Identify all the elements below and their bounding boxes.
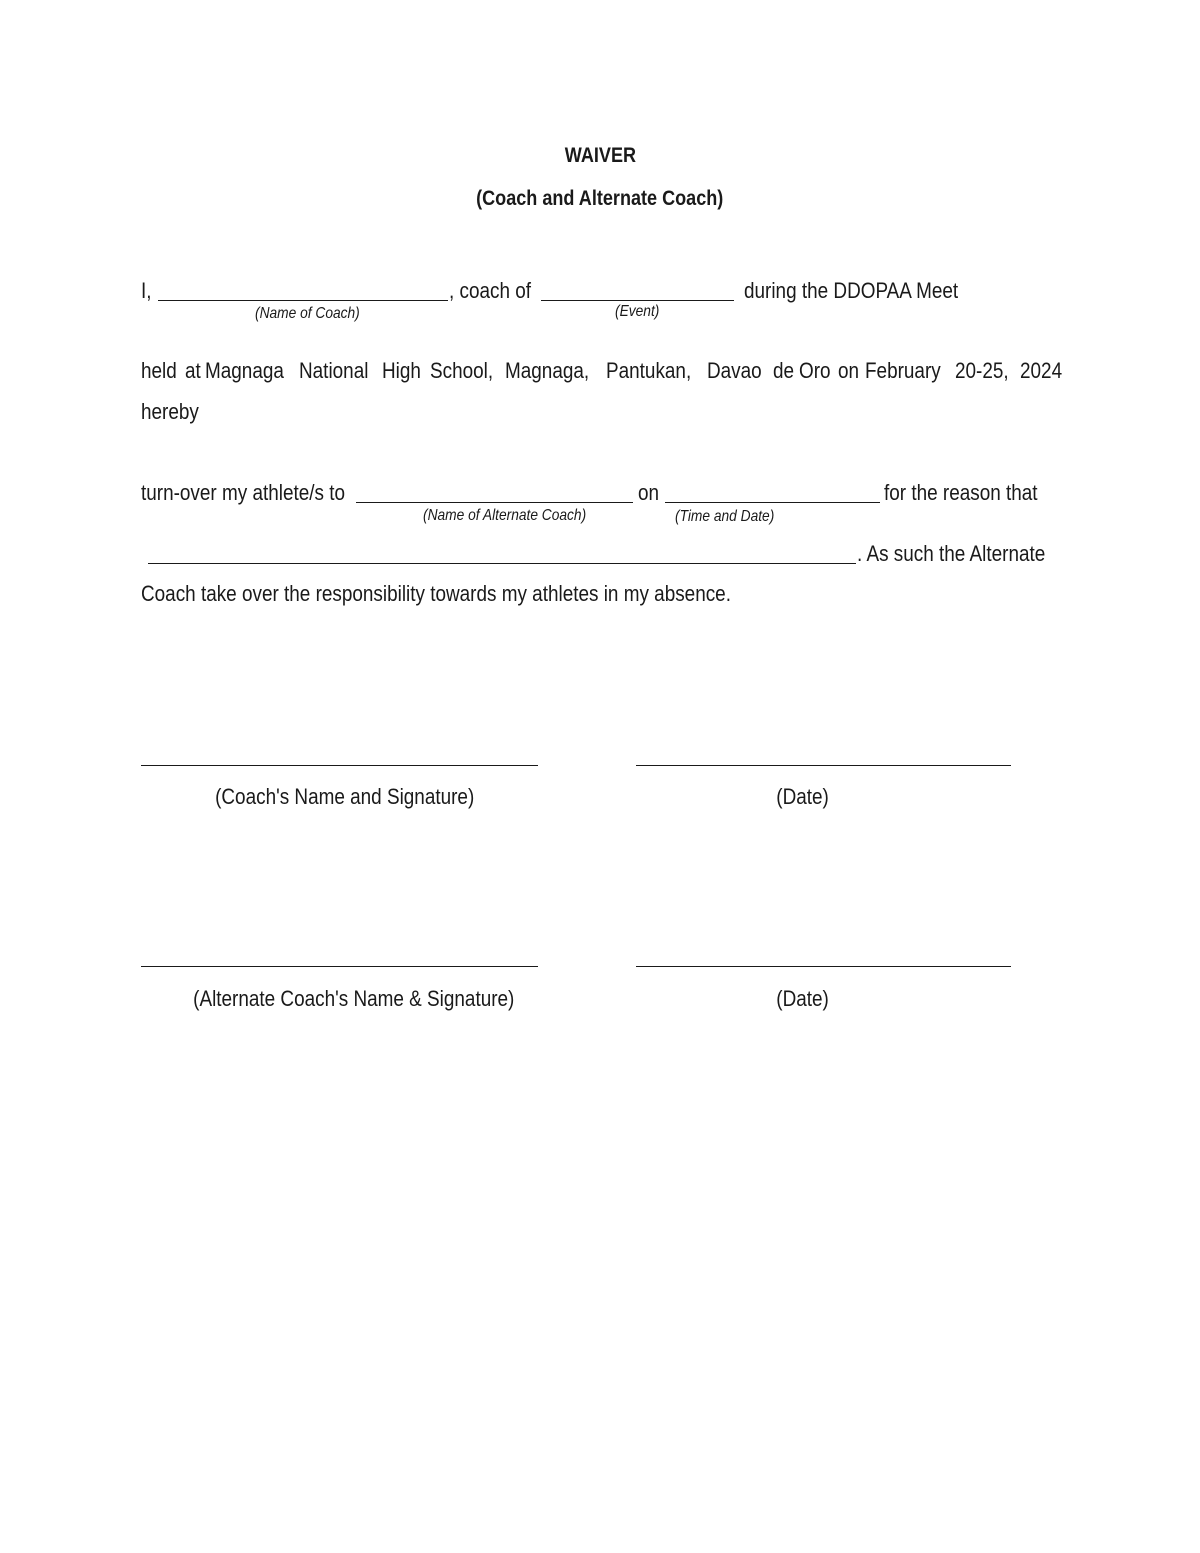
coach-signature-label: (Coach's Name and Signature) [214,784,475,809]
caption-event: (Event) [615,303,660,320]
line3-suffix: for the reason that [884,480,1038,505]
alternate-signature-label: (Alternate Coach's Name & Signature) [192,986,515,1011]
alternate-coach-name-blank[interactable] [356,502,633,503]
line2-word: February [865,358,941,383]
document-title: WAIVER [564,144,636,167]
coach-date-label: (Date) [776,784,829,809]
line2-justified [141,358,1063,384]
alternate-date-label: (Date) [776,986,829,1011]
line2-word: Magnaga [205,358,285,383]
line1-mid: , coach of [449,278,532,303]
line2-word: de [772,358,794,383]
line2-continuation: hereby [141,399,199,424]
line5-text: Coach take over the responsibility towards my athletes in my absence. [141,581,731,606]
line2-word: High [382,358,422,383]
event-blank[interactable] [541,300,734,301]
caption-name-of-coach: (Name of Coach) [255,305,360,322]
line1-suffix: during the DDOPAA Meet [744,278,959,303]
time-and-date-blank[interactable] [665,502,880,503]
reason-blank[interactable] [148,563,856,564]
document-subtitle: (Coach and Alternate Coach) [476,187,724,210]
line3-mid: on [638,480,660,505]
coach-signature-line[interactable] [141,765,538,766]
line2-word: held [141,358,177,383]
caption-name-of-alternate-coach: (Name of Alternate Coach) [423,507,587,524]
alternate-signature-line[interactable] [141,966,538,967]
line2-word: National [299,358,369,383]
line2-word: Oro [799,358,831,383]
coach-date-line[interactable] [636,765,1011,766]
coach-name-blank[interactable] [158,300,448,301]
line2-word: at [184,358,201,383]
line2-word: 20-25, [955,358,1009,383]
line4-suffix: . As such the Alternate [857,541,1046,566]
line2-word: Davao [706,358,762,383]
line2-word: on [838,358,860,383]
line3-prefix: turn-over my athlete/s to [141,480,346,505]
line2-word: School, [429,358,493,383]
alternate-date-line[interactable] [636,966,1011,967]
caption-time-and-date: (Time and Date) [675,508,775,525]
line2-word: Magnaga, [505,358,590,383]
line1-prefix: I, [141,278,152,303]
line2-word: 2024 [1019,358,1063,383]
line2-word: Pantukan, [605,358,691,383]
